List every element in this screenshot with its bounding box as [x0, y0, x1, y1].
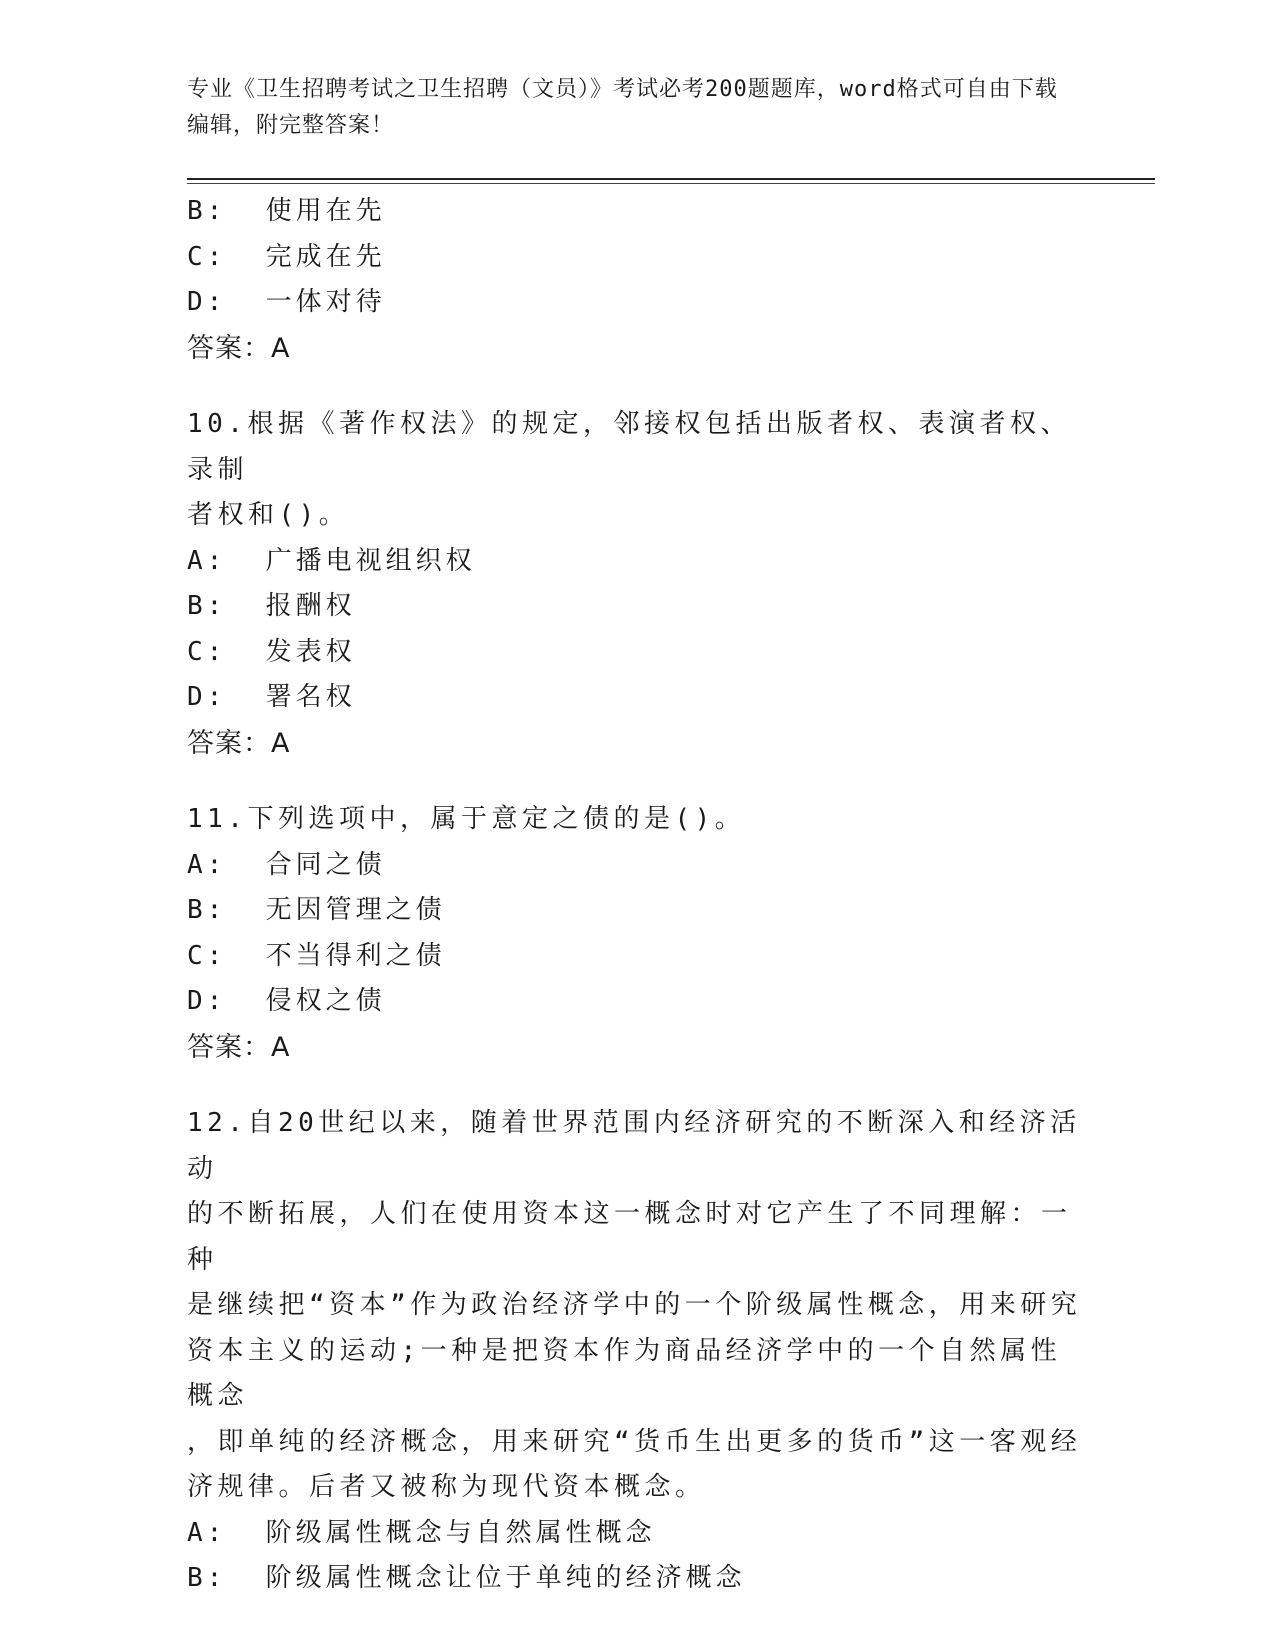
option-b: B: 无因管理之债	[187, 895, 446, 925]
question-stem: 11.下列选项中，属于意定之债的是()。	[187, 804, 746, 834]
question-stem-continued: 者权和()。	[187, 500, 350, 530]
question-10	[187, 402, 1087, 766]
question-list	[187, 189, 1087, 1602]
header-divider-thin	[187, 183, 1155, 184]
option-b: B: 报酬权	[187, 591, 356, 621]
answer-line: 答案：A	[187, 332, 291, 364]
question-stem-continued: 的不断拓展，人们在使用资本这一概念时对它产生了不同理解：一种	[187, 1199, 1072, 1275]
answer-line: 答案：A	[187, 727, 291, 759]
option-c: C: 不当得利之债	[187, 940, 446, 971]
option-a: A: 广播电视组织权	[187, 545, 476, 576]
option-b: B: 阶级属性概念让位于单纯的经济概念	[187, 1563, 746, 1593]
option-c: C: 发表权	[187, 636, 356, 667]
question-continued	[187, 189, 1087, 371]
question-stem: 12.自20世纪以来，随着世界范围内经济研究的不断深入和经济活动	[187, 1108, 1081, 1184]
question-stem: 10.根据《著作权法》的规定，邻接权包括出版者权、表演者权、录制	[187, 409, 1071, 485]
option-d: D: 侵权之债	[187, 986, 386, 1016]
option-d: D: 署名权	[187, 682, 356, 712]
question-stem-continued: 资本主义的运动;一种是把资本作为商品经济学中的一个自然属性概念	[187, 1335, 1062, 1411]
option-d: D: 一体对待	[187, 287, 386, 317]
header-divider	[187, 178, 1155, 180]
question-stem-continued: 济规律。后者又被称为现代资本概念。	[187, 1472, 706, 1502]
option-c: C: 完成在先	[187, 241, 386, 272]
option-b: B: 使用在先	[187, 196, 386, 226]
option-a: A: 合同之债	[187, 849, 386, 880]
document-title: 专业《卫生招聘考试之卫生招聘（文员）》考试必考200题题库，word格式可自由下载编辑，附完整答案！	[187, 77, 1058, 138]
page-header	[187, 72, 1067, 144]
answer-line: 答案：A	[187, 1031, 291, 1063]
question-11	[187, 797, 1087, 1070]
question-stem-continued: 是继续把“资本”作为政治经济学中的一个阶级属性概念，用来研究	[187, 1290, 1082, 1320]
option-a: A: 阶级属性概念与自然属性概念	[187, 1517, 656, 1548]
question-stem-continued: ，即单纯的经济概念，用来研究“货币生出更多的货币”这一客观经	[187, 1426, 1082, 1457]
question-12	[187, 1101, 1087, 1602]
